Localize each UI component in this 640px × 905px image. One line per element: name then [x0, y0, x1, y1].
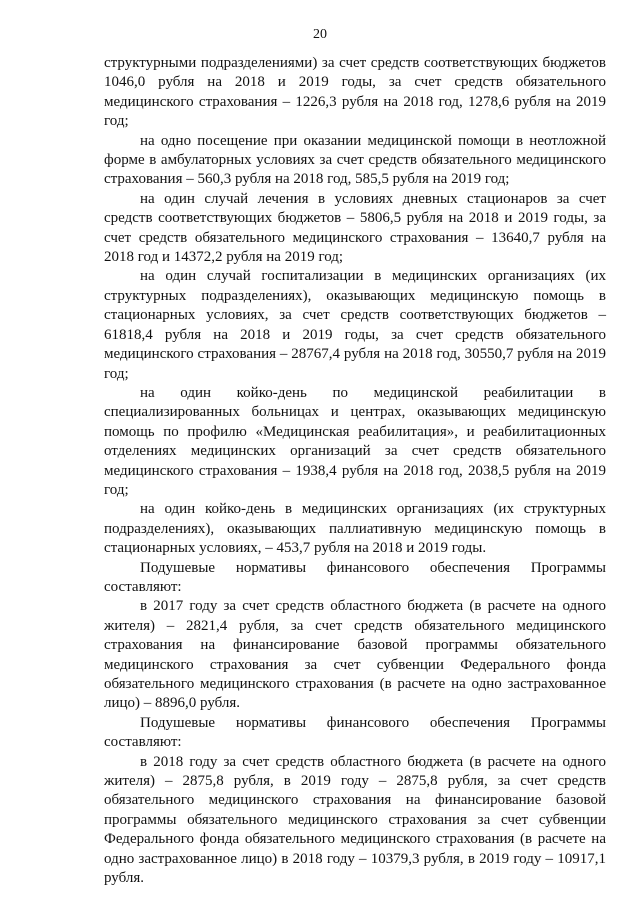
paragraph: на один случай лечения в условиях дневных стационаров за счет средств соответствующих бюджетов – 5806,5 рубля на 2018 и 2019 годы, за счет средств обязательного медицинского страхования – 13640,7 рубля на 2018 год и 14372,2 рубля на 2019 год; — [104, 190, 606, 266]
paragraph: в 2017 году за счет средств областного бюджета (в расчете на одного жителя) – 2821,4 рубля, за счет средств обязательного медицинского страхования на финансирование базовой программы обязательного медицинского страхования за счет субвенции Федерального фонда обязательного медицинского страхования (в расчете на одно застрахованное лицо) – 8896,0 рубля. — [104, 598, 606, 712]
paragraph: на один койко-день в медицинских организациях (их структурных подразделениях), оказывающих паллиативную медицинскую помощь в стационарных условиях, – 453,7 рубля на 2018 и 2019 годы. — [104, 501, 606, 557]
paragraph: на один койко-день по медицинской реабилитации в специализированных больницах и центрах, оказывающих медицинскую помощь по профилю «Медицинская реабилитация», и реабилитационных отделениях медицинских организаций за счет средств обязательного медицинского страхования – 1938,4 рубля на 2018 год, 2038,5 рубля на 2019 год; — [104, 384, 606, 498]
page-number: 20 — [313, 27, 327, 42]
paragraph: структурными подразделениями) за счет средств соответствующих бюджетов 1046,0 рубля на 2018 и 2019 годы, за счет средств обязательного медицинского страхования – 1226,3 рубля на 2018 год, 1278,6 рубля на 2019 год; — [104, 55, 606, 130]
paragraph: в 2018 году за счет средств областного бюджета (в расчете на одного жителя) – 2875,8 рубля, в 2019 году – 2875,8 рубля, за счет средств обязательного медицинского страхования на финансирование базовой программы обязательного медицинского страхования за счет субвенции Федерального фонда обязательного медицинского страхования (в расчете на одно застрахованное лицо) в 2018 году – 10379,3 рубля, в 2019 году – 10917,1 рубля. — [104, 753, 606, 887]
paragraph: на один случай госпитализации в медицинских организациях (их структурных подразделениях), оказывающих медицинскую помощь в стационарных условиях, за счет средств соответствующих бюджетов – 61818,4 рубля на 2018 и 2019 годы, за счет средств обязательного медицинского страхования – 28767,4 рубля на 2018 год, 30550,7 рубля на 2019 год; — [104, 268, 606, 382]
document-body — [104, 54, 606, 888]
paragraph: Подушевые нормативы финансового обеспечения Программы составляют: — [104, 559, 606, 595]
paragraph: на одно посещение при оказании медицинской помощи в неотложной форме в амбулаторных условиях за счет средств обязательного медицинского страхования – 560,3 рубля на 2018 год, 585,5 рубля на 2019 год; — [104, 132, 606, 188]
paragraph: Подушевые нормативы финансового обеспечения Программы составляют: — [104, 714, 606, 751]
